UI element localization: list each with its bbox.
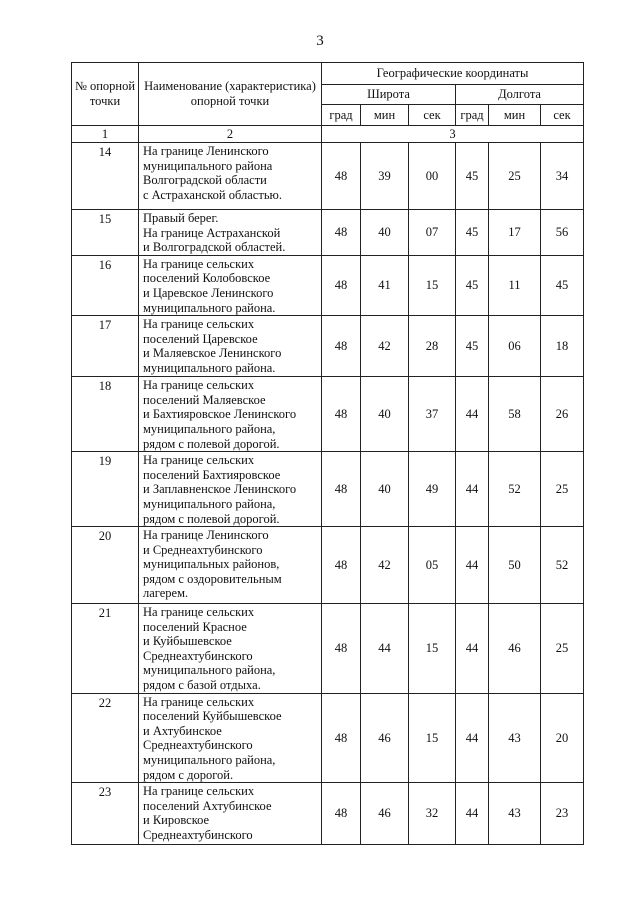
lon-min: 46 [489, 604, 541, 694]
point-description [139, 377, 322, 452]
description-line: муниципального района, [143, 496, 276, 511]
description-line: муниципального района. [143, 360, 276, 375]
table-row [72, 377, 584, 452]
description-line: и Волгоградской областей. [143, 240, 286, 255]
point-description [139, 255, 322, 315]
lon-sec: 45 [541, 255, 584, 315]
lat-sec: 49 [409, 452, 456, 527]
description-line: и Куйбышевское [143, 634, 232, 649]
lon-min: 50 [489, 527, 541, 604]
description-line: На границе сельских [143, 605, 255, 620]
lat-deg: 48 [322, 693, 361, 783]
description-line: муниципального района, [143, 753, 276, 768]
description-line: рядом с полевой дорогой. [143, 436, 280, 451]
description-line: муниципальных районов, [143, 557, 280, 572]
point-number: 16 [72, 255, 139, 315]
header-lon-deg: град [456, 105, 489, 126]
lat-sec: 32 [409, 783, 456, 845]
description-line: лагерем. [143, 586, 189, 601]
lon-deg: 44 [456, 604, 489, 694]
description-line: муниципального района, [143, 663, 276, 678]
lon-deg: 45 [456, 210, 489, 256]
lon-min: 06 [489, 316, 541, 377]
lat-sec: 37 [409, 377, 456, 452]
point-number: 15 [72, 210, 139, 256]
lon-sec: 20 [541, 693, 584, 783]
description-line: На границе сельских [143, 453, 255, 468]
description-line: и Бахтияровское Ленинского [143, 407, 297, 422]
lat-deg: 48 [322, 255, 361, 315]
column-index: 1 [72, 126, 139, 143]
point-number: 18 [72, 377, 139, 452]
table-row [72, 452, 584, 527]
table-row [72, 783, 584, 845]
lat-sec: 07 [409, 210, 456, 256]
header-longitude: Долгота [456, 85, 584, 105]
table-row [72, 210, 584, 256]
lon-deg: 44 [456, 527, 489, 604]
lat-deg: 48 [322, 210, 361, 256]
header-lon-sec: сек [541, 105, 584, 126]
lat-min: 46 [361, 693, 409, 783]
lon-deg: 45 [456, 316, 489, 377]
lon-sec: 23 [541, 783, 584, 845]
lon-min: 25 [489, 143, 541, 210]
lat-sec: 15 [409, 693, 456, 783]
header-lat-min: мин [361, 105, 409, 126]
description-line: Среднеахтубинского [143, 828, 253, 842]
point-number: 17 [72, 316, 139, 377]
lon-min: 11 [489, 255, 541, 315]
lon-deg: 45 [456, 143, 489, 210]
column-index-row [72, 126, 584, 143]
lon-deg: 44 [456, 452, 489, 527]
header-point-number: № опорной точки [72, 63, 139, 126]
point-description [139, 143, 322, 210]
description-line: поселений Красное [143, 619, 247, 634]
description-line: Среднеахтубинского [143, 648, 253, 663]
description-line: поселений Царевское [143, 331, 258, 346]
description-line: На границе сельских [143, 784, 255, 799]
lat-min: 40 [361, 452, 409, 527]
lat-deg: 48 [322, 377, 361, 452]
lon-sec: 52 [541, 527, 584, 604]
header-lat-deg: град [322, 105, 361, 126]
lon-sec: 34 [541, 143, 584, 210]
lon-min: 43 [489, 783, 541, 845]
column-index: 2 [139, 126, 322, 143]
description-line: рядом с базой отдыха. [143, 678, 261, 693]
lat-min: 40 [361, 210, 409, 256]
lat-min: 42 [361, 527, 409, 604]
lon-min: 58 [489, 377, 541, 452]
lon-sec: 18 [541, 316, 584, 377]
description-line: рядом с полевой дорогой. [143, 511, 280, 526]
lon-sec: 25 [541, 452, 584, 527]
point-number: 21 [72, 604, 139, 694]
description-line: и Ахтубинское [143, 723, 222, 738]
description-line: Волгоградской области [143, 173, 267, 188]
description-line: и Среднеахтубинского [143, 542, 263, 557]
description-line: муниципального района [143, 158, 273, 173]
page-number: 3 [316, 33, 324, 49]
lon-min: 43 [489, 693, 541, 783]
lat-sec: 00 [409, 143, 456, 210]
description-line: с Астраханской областью. [143, 187, 282, 202]
table-row [72, 604, 584, 694]
point-description [139, 693, 322, 783]
column-index: 3 [322, 126, 584, 143]
lon-min: 17 [489, 210, 541, 256]
description-line: поселений Маляевское [143, 392, 266, 407]
description-line: и Кировское [143, 813, 210, 828]
lat-min: 39 [361, 143, 409, 210]
point-description [139, 316, 322, 377]
description-line: рядом с оздоровительным [143, 571, 282, 586]
lat-deg: 48 [322, 783, 361, 845]
coordinates-table [71, 62, 584, 845]
lat-min: 40 [361, 377, 409, 452]
point-description [139, 604, 322, 694]
table-row [72, 527, 584, 604]
description-line: муниципального района, [143, 421, 276, 436]
description-line: муниципального района. [143, 300, 276, 315]
description-line: и Царевское Ленинского [143, 285, 274, 300]
description-line: и Заплавненское Ленинского [143, 482, 297, 497]
description-line: Правый берег. [143, 211, 219, 225]
lat-deg: 48 [322, 527, 361, 604]
lon-sec: 25 [541, 604, 584, 694]
lon-deg: 45 [456, 255, 489, 315]
description-line: и Маляевское Ленинского [143, 346, 282, 361]
lat-sec: 05 [409, 527, 456, 604]
header-lon-min: мин [489, 105, 541, 126]
point-number: 20 [72, 527, 139, 604]
lat-sec: 15 [409, 604, 456, 694]
description-line: Среднеахтубинского [143, 738, 253, 753]
description-line: На границе сельских [143, 317, 255, 332]
lat-min: 46 [361, 783, 409, 845]
lat-min: 44 [361, 604, 409, 694]
description-line: поселений Ахтубинское [143, 798, 272, 813]
lat-sec: 28 [409, 316, 456, 377]
table-row [72, 316, 584, 377]
description-line: поселений Колобовское [143, 271, 271, 286]
description-line: На границе сельских [143, 256, 255, 271]
lat-sec: 15 [409, 255, 456, 315]
description-line: На границе Астраханской [143, 225, 281, 240]
lat-deg: 48 [322, 316, 361, 377]
point-description [139, 527, 322, 604]
table-row [72, 143, 584, 210]
lat-min: 41 [361, 255, 409, 315]
lon-sec: 56 [541, 210, 584, 256]
point-number: 14 [72, 143, 139, 210]
lon-deg: 44 [456, 693, 489, 783]
point-number: 19 [72, 452, 139, 527]
description-line: поселений Бахтияровское [143, 467, 281, 482]
table-row [72, 693, 584, 783]
lon-deg: 44 [456, 783, 489, 845]
description-line: рядом с дорогой. [143, 767, 234, 782]
point-number: 23 [72, 783, 139, 845]
description-line: поселений Куйбышевское [143, 709, 282, 724]
lat-deg: 48 [322, 452, 361, 527]
description-line: На границе Ленинского [143, 528, 269, 543]
table-row [72, 255, 584, 315]
description-line: На границе сельских [143, 378, 255, 393]
lon-deg: 44 [456, 377, 489, 452]
point-description [139, 452, 322, 527]
lat-min: 42 [361, 316, 409, 377]
header-latitude: Широта [322, 85, 456, 105]
lat-deg: 48 [322, 143, 361, 210]
description-line: На границе сельских [143, 694, 255, 709]
point-description [139, 783, 322, 845]
description-line: На границе Ленинского [143, 144, 269, 158]
header-geo-coordinates: Географические координаты [322, 63, 584, 85]
lat-deg: 48 [322, 604, 361, 694]
header-lat-sec: сек [409, 105, 456, 126]
lon-sec: 26 [541, 377, 584, 452]
header-point-name: Наименование (характеристика) опорной точки [139, 63, 322, 126]
point-description [139, 210, 322, 256]
point-number: 22 [72, 693, 139, 783]
lon-min: 52 [489, 452, 541, 527]
